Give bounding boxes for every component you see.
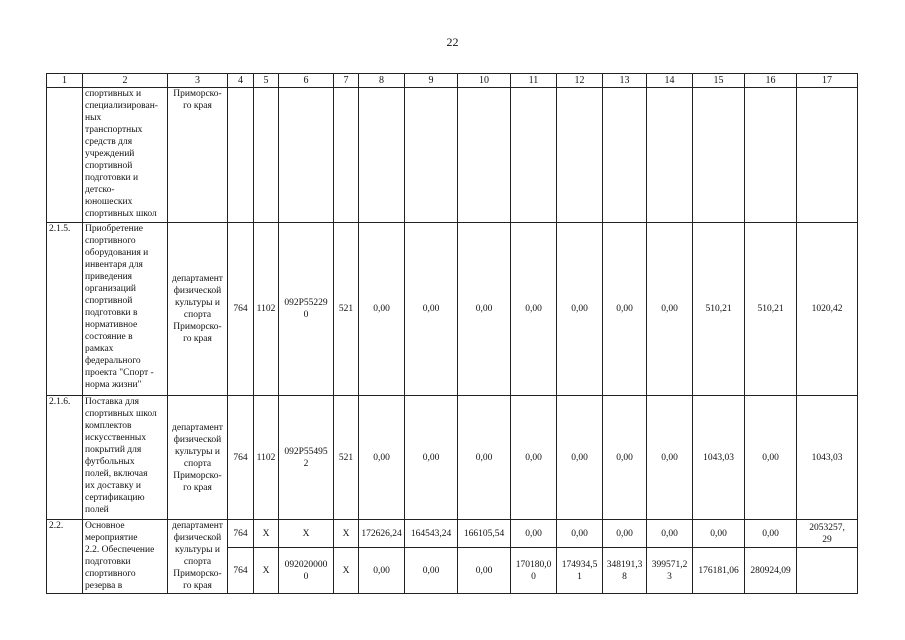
table-cell: 1102 xyxy=(254,396,279,520)
table-cell: 0,00 xyxy=(647,223,693,396)
table-cell: 0,00 xyxy=(458,396,511,520)
column-header: 17 xyxy=(797,74,858,88)
column-header: 8 xyxy=(359,74,405,88)
column-header: 2 xyxy=(83,74,168,88)
table-cell xyxy=(603,88,647,223)
row-number: 2.2. xyxy=(47,520,83,594)
table-cell: 092P55495 2 xyxy=(279,396,334,520)
table-cell: 0,00 xyxy=(557,223,603,396)
table-cell xyxy=(693,88,745,223)
table-cell: 0,00 xyxy=(557,520,603,548)
table-cell xyxy=(228,88,254,223)
table-cell xyxy=(557,88,603,223)
table-cell xyxy=(279,88,334,223)
table-cell xyxy=(647,88,693,223)
table-cell: 764 xyxy=(228,396,254,520)
budget-table xyxy=(46,73,858,594)
table-cell: 0,00 xyxy=(511,520,557,548)
table-cell: X xyxy=(334,548,359,594)
table-cell xyxy=(797,548,858,594)
column-header: 1 xyxy=(47,74,83,88)
table-cell xyxy=(359,88,405,223)
table-cell: 0,00 xyxy=(511,223,557,396)
table-cell: X xyxy=(334,520,359,548)
table-cell: 0,00 xyxy=(557,396,603,520)
column-header: 10 xyxy=(458,74,511,88)
table-cell: 1043,03 xyxy=(797,396,858,520)
column-header: 7 xyxy=(334,74,359,88)
table-cell xyxy=(511,88,557,223)
table-cell: 0,00 xyxy=(405,548,458,594)
table-cell: Приобретение спортивного оборудования и инвентаря для приведения организаций спортивной подготовки в нормативное состояние в рамках федерального проекта "Спорт - норма жизни" xyxy=(83,223,168,396)
table-cell: 0,00 xyxy=(511,396,557,520)
table-cell: Основное мероприятие 2.2. Обеспечение подготовки спортивного резерва в xyxy=(83,520,168,594)
table-cell: 0,00 xyxy=(745,396,797,520)
header-row xyxy=(47,74,858,88)
table-cell: 092P55229 0 xyxy=(279,223,334,396)
row-number: 2.1.5. xyxy=(47,223,83,396)
table-cell xyxy=(745,88,797,223)
table-cell: 0,00 xyxy=(603,396,647,520)
column-header: 3 xyxy=(168,74,228,88)
table-cell: X xyxy=(254,520,279,548)
table-cell: департамент физической культуры и спорта Приморско- го края xyxy=(168,520,228,594)
table-cell: 0,00 xyxy=(458,223,511,396)
table-cell: 166105,54 xyxy=(458,520,511,548)
table-cell: 170180,0 0 xyxy=(511,548,557,594)
table-cell: 0,00 xyxy=(359,548,405,594)
table-cell xyxy=(458,88,511,223)
table-row xyxy=(47,223,858,396)
table-cell: 0,00 xyxy=(647,520,693,548)
table-cell: 0,00 xyxy=(647,396,693,520)
table-cell: 348191,3 8 xyxy=(603,548,647,594)
table-row xyxy=(47,520,858,548)
column-header: 11 xyxy=(511,74,557,88)
table-cell: 176181,06 xyxy=(693,548,745,594)
table-cell: 1020,42 xyxy=(797,223,858,396)
table-cell: 521 xyxy=(334,396,359,520)
table-cell: 0,00 xyxy=(405,223,458,396)
table-cell: 399571,2 3 xyxy=(647,548,693,594)
table-cell: 764 xyxy=(228,548,254,594)
table-cell: 0,00 xyxy=(693,520,745,548)
table-row xyxy=(47,396,858,520)
table-cell xyxy=(254,88,279,223)
table-cell: 092020000 0 xyxy=(279,548,334,594)
table-cell: 2053257, 29 xyxy=(797,520,858,548)
table-cell: 1102 xyxy=(254,223,279,396)
table-cell: 764 xyxy=(228,520,254,548)
table-cell: 510,21 xyxy=(693,223,745,396)
table-cell: Поставка для спортивных школ комплектов искусственных покрытий для футбольных полей, включая их доставку и сертификацию полей xyxy=(83,396,168,520)
table-cell: 0,00 xyxy=(458,548,511,594)
table-cell: X xyxy=(279,520,334,548)
table-cell: 764 xyxy=(228,223,254,396)
table-cell: 510,21 xyxy=(745,223,797,396)
table-cell: 164543,24 xyxy=(405,520,458,548)
table-cell: 174934,5 1 xyxy=(557,548,603,594)
table-cell xyxy=(405,88,458,223)
table-cell: 0,00 xyxy=(405,396,458,520)
table-cell: X xyxy=(254,548,279,594)
column-header: 16 xyxy=(745,74,797,88)
table-cell xyxy=(47,88,83,223)
table-cell: 0,00 xyxy=(603,223,647,396)
table-row xyxy=(47,88,858,223)
table-cell xyxy=(797,88,858,223)
table-cell: Приморско- го края xyxy=(168,88,228,223)
column-header: 14 xyxy=(647,74,693,88)
column-header: 6 xyxy=(279,74,334,88)
page-number: 22 xyxy=(446,35,459,49)
column-header: 5 xyxy=(254,74,279,88)
table-cell xyxy=(334,88,359,223)
column-header: 13 xyxy=(603,74,647,88)
table-cell: спортивных и специализирован- ных транспортных средств для учреждений спортивной подготовки и детско- юношеских спортивных школ xyxy=(83,88,168,223)
table-cell: 521 xyxy=(334,223,359,396)
table-cell: 0,00 xyxy=(359,396,405,520)
table-cell: департамент физической культуры и спорта Приморско- го края xyxy=(168,396,228,520)
table-cell: 0,00 xyxy=(745,520,797,548)
table-cell: 0,00 xyxy=(603,520,647,548)
column-header: 9 xyxy=(405,74,458,88)
table-cell: 280924,09 xyxy=(745,548,797,594)
column-header: 15 xyxy=(693,74,745,88)
table-cell: 1043,03 xyxy=(693,396,745,520)
column-header: 4 xyxy=(228,74,254,88)
row-number: 2.1.6. xyxy=(47,396,83,520)
table-cell: 0,00 xyxy=(359,223,405,396)
table-cell: 172626,24 xyxy=(359,520,405,548)
column-header: 12 xyxy=(557,74,603,88)
table-cell: департамент физической культуры и спорта Приморско- го края xyxy=(168,223,228,396)
